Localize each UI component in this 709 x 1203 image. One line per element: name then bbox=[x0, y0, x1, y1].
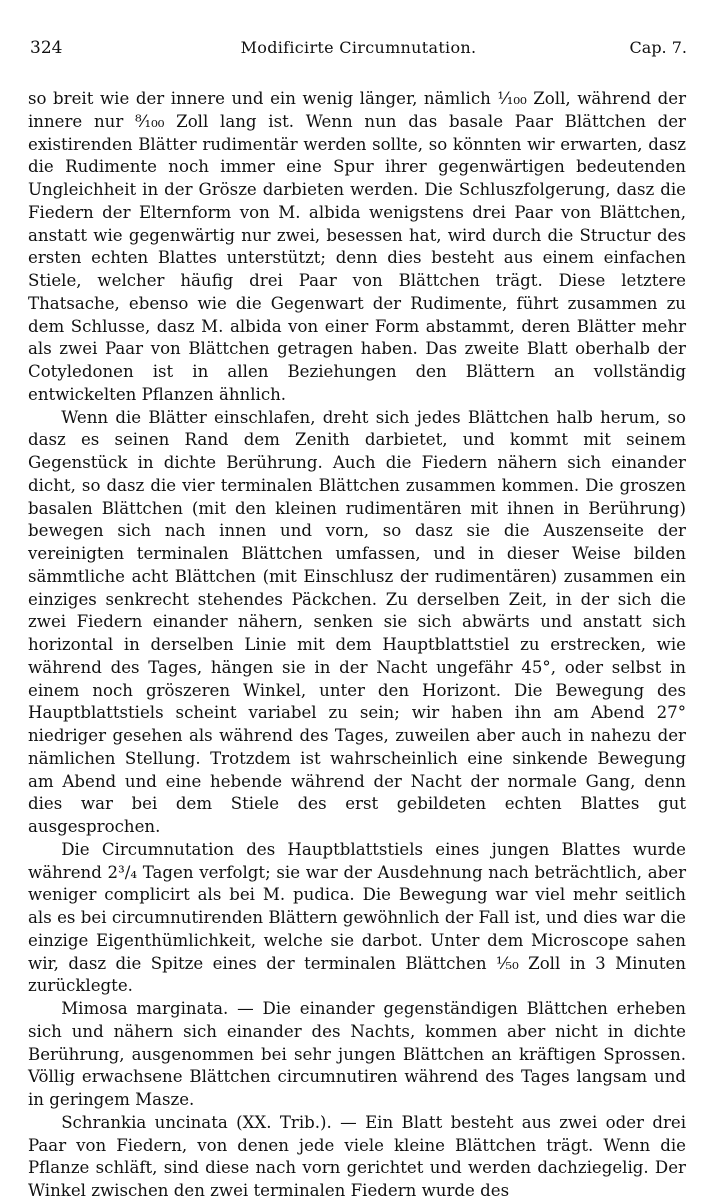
running-header bbox=[30, 36, 687, 60]
body-text bbox=[28, 88, 686, 1203]
paragraph-1: so breit wie der innere und ein wenig länger, nämlich ¹⁄₁₀₀ Zoll, während der innere nur ⁸⁄₁₀₀ Zoll lang ist. Wenn nun das basale Paar Blättchen der existirenden Blätter rudimentär werden sollte, so könnten wir erwarten, dasz die Rudimente noch immer eine Spur ihrer gegenwärtigen bedeutenden Ungleichheit in der Grösze darbieten werden. Die Schluszfolgerung, dasz die Fiedern der Elternform von M. albida wenigstens drei Paar von Blättchen, anstatt wie gegenwärtig nur zwei, besessen hat, wird durch die Structur des ersten echten Blattes unterstützt; denn dies besteht aus einem einfachen Stiele, welcher häufig drei Paar von Blättchen trägt. Diese letztere Thatsache, ebenso wie die Gegenwart der Rudimente, führt zusammen zu dem Schlusse, dasz M. albida von einer Form abstammt, deren Blätter mehr als zwei Paar von Blättchen getragen haben. Das zweite Blatt oberhalb der Cotyledonen ist in allen Beziehungen den Blättern an vollständig entwickelten Pflanzen ähnlich. bbox=[28, 89, 686, 404]
paragraph-2: Wenn die Blätter einschlafen, dreht sich jedes Blättchen halb herum, so dasz es seinen Rand dem Zenith darbietet, und kommt mit seinem Gegenstück in dichte Berührung. Auch die Fiedern nähern sich einander dicht, so dasz die vier terminalen Blättchen zusammen kommen. Die groszen basalen Blättchen (mit den kleinen rudimentären mit ihnen in Berührung) bewegen sich nach innen und vorn, so dasz sie die Auszenseite der vereinigten terminalen Blättchen umfassen, und in dieser Weise bilden sämmtliche acht Blättchen (mit Einschlusz der rudimentären) zusammen ein einziges senkrecht stehendes Päckchen. Zu derselben Zeit, in der sich die zwei Fiedern einander nähern, senken sie sich abwärts und anstatt sich horizontal in derselben Linie mit dem Hauptblattstiel zu erstrecken, wie während des Tages, hängen sie in der Nacht ungefähr 45°, oder selbst in einem noch gröszeren Winkel, unter den Horizont. Die Bewegung des Hauptblattstiels scheint variabel zu sein; wir haben ihn am Abend 27° niedriger gesehen als während des Tages, zuweilen aber auch in nahezu der nämlichen Stellung. Trotzdem ist wahrscheinlich eine sinkende Bewegung am Abend und eine hebende während der Nacht der normale Gang, denn dies war bei dem Stiele des erst gebildeten echten Blattes gut ausgesprochen. bbox=[28, 407, 686, 836]
paragraph-3: Die Circumnutation des Hauptblattstiels eines jungen Blattes wurde während 2³/₄ Tagen verfolgt; sie war der Ausdehnung nach beträchtlich, aber weniger complicirt als bei M. pudica. Die Bewegung war viel mehr seitlich als es bei circumnutirenden Blättern gewöhnlich der Fall ist, und dies war die einzige Eigenthümlichkeit, welche sie darbot. Unter dem Microscope sahen wir, dasz die Spitze eines der terminalen Blättchen ¹⁄₅₀ Zoll in 3 Minuten zurücklegte. bbox=[28, 839, 686, 996]
page-number: 324 bbox=[30, 38, 63, 58]
chapter-label: Cap. 7. bbox=[629, 38, 687, 57]
running-title: Modificirte Circumnutation. bbox=[240, 38, 477, 57]
paragraph-4: Mimosa marginata. — Die einander gegenständigen Blättchen erheben sich und nähern sich einander des Nachts, kommen aber nicht in dichte Berührung, ausgenommen bei sehr jungen Blättchen an kräftigen Sprossen. Völlig erwachsene Blättchen circumnutiren während des Tages langsam und in geringem Masze. bbox=[28, 999, 686, 1109]
paragraph-5: Schrankia uncinata (XX. Trib.). — Ein Blatt besteht aus zwei oder drei Paar von Fiedern, von denen jede viele kleine Blättchen trägt. Wenn die Pflanze schläft, sind diese nach vorn gerichtet und werden dachziegelig. Der Winkel zwischen den zwei terminalen Fiedern wurde des bbox=[28, 1112, 686, 1200]
